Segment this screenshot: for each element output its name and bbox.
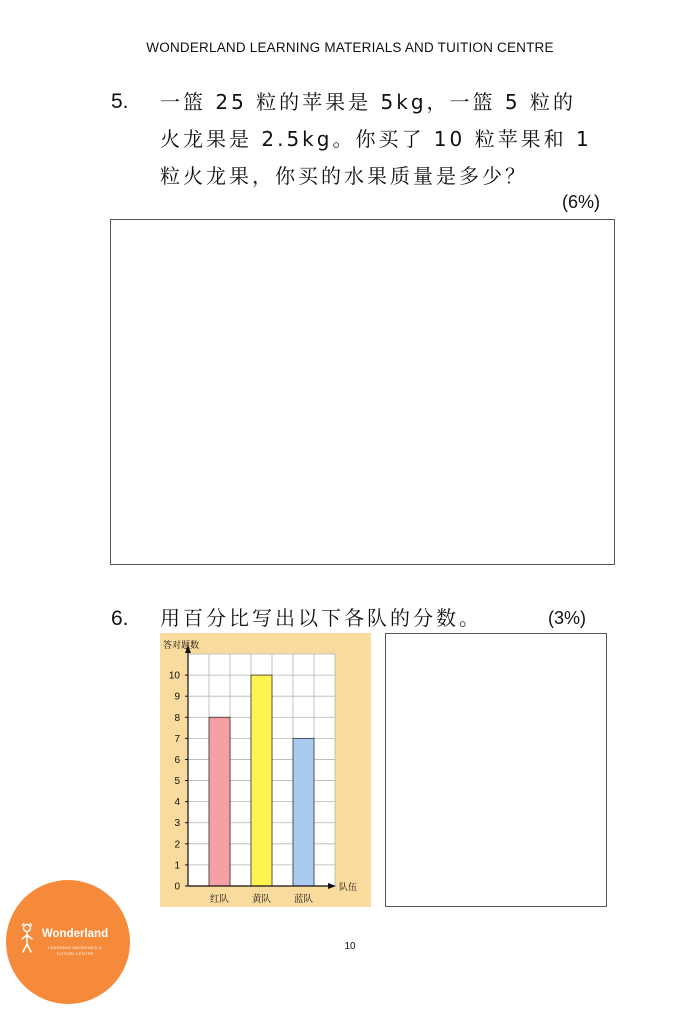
y-tick-label: 7 bbox=[174, 733, 180, 745]
y-tick-label: 8 bbox=[174, 712, 180, 724]
y-axis-label: 答对题数 bbox=[163, 641, 200, 651]
q5-line-2: 火龙果是 2.5kg。你买了 10 粒苹果和 1 bbox=[160, 127, 592, 151]
y-tick-label: 5 bbox=[174, 776, 180, 788]
y-tick-label: 3 bbox=[174, 818, 180, 830]
y-tick-label: 9 bbox=[174, 691, 180, 703]
q5-number: 5. bbox=[111, 90, 129, 113]
q6-question-text: 用百分比写出以下各队的分数。 bbox=[160, 606, 482, 630]
q5-marks: (6%) bbox=[562, 192, 601, 212]
bar-3 bbox=[293, 738, 314, 886]
q5-line-1: 一篮 25 粒的苹果是 5kg，一篮 5 粒的 bbox=[160, 90, 576, 114]
y-tick-label: 1 bbox=[174, 860, 180, 872]
page-number: 10 bbox=[344, 941, 356, 952]
q6-marks: (3%) bbox=[548, 608, 587, 628]
bar-2 bbox=[251, 675, 272, 886]
logo-subline-2: TUITION CENTRE bbox=[56, 951, 94, 956]
q6-answer-box[interactable] bbox=[385, 633, 607, 907]
x-tick-label: 红队 bbox=[209, 894, 230, 905]
q5-answer-box[interactable] bbox=[110, 219, 615, 565]
q5-question-text bbox=[160, 84, 615, 195]
y-tick-label: 2 bbox=[174, 839, 180, 851]
wonderland-logo bbox=[6, 880, 130, 1004]
bar-1 bbox=[209, 717, 230, 886]
y-tick-label: 4 bbox=[174, 797, 180, 809]
logo-subline-1: LEARNING MATERIALS & bbox=[48, 945, 102, 950]
y-tick-label: 10 bbox=[168, 670, 180, 682]
x-tick-label: 黄队 bbox=[251, 894, 272, 905]
bar-chart-svg bbox=[160, 633, 371, 907]
q6-number: 6. bbox=[111, 607, 129, 630]
x-axis-label: 队伍 bbox=[339, 883, 358, 893]
bar-chart bbox=[160, 633, 371, 907]
page-header: WONDERLAND LEARNING MATERIALS AND TUITION CENTRE bbox=[146, 40, 554, 55]
y-tick-label: 0 bbox=[174, 881, 180, 893]
y-tick-label: 6 bbox=[174, 754, 180, 766]
x-tick-label: 蓝队 bbox=[293, 894, 314, 905]
logo-name: Wonderland bbox=[41, 928, 109, 940]
q5-line-3: 粒火龙果，你买的水果质量是多少？ bbox=[160, 164, 528, 188]
